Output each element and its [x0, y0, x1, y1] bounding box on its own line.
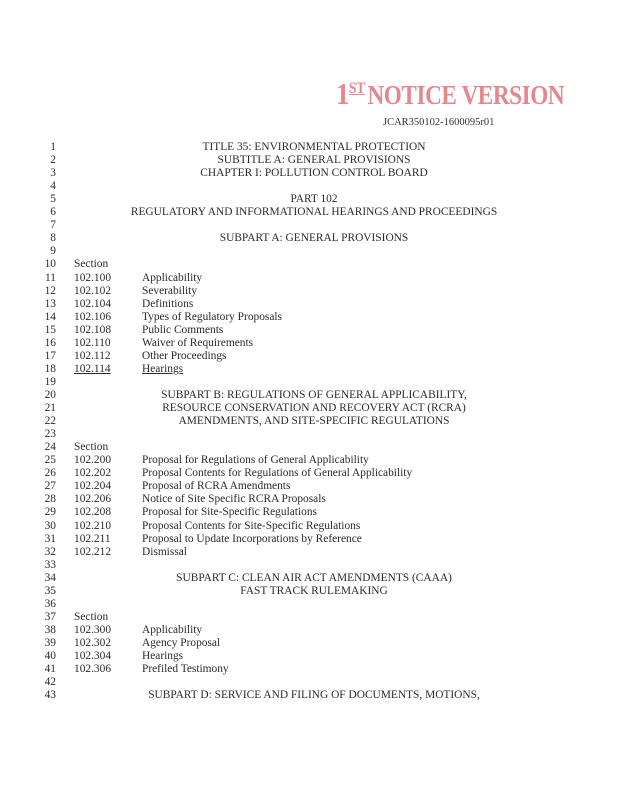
document-line	[0, 663, 644, 676]
line-number: 14	[44, 310, 56, 323]
stamp-text: NOTICE VERSION	[367, 80, 565, 110]
section-title: Other Proceedings	[142, 349, 227, 362]
section-number: 102.108	[74, 323, 112, 336]
document-line	[0, 245, 644, 258]
heading-text: SUBPART B: REGULATIONS OF GENERAL APPLICABILITY,	[161, 389, 467, 401]
heading-text: REGULATORY AND INFORMATIONAL HEARINGS AND PROCEEDINGS	[130, 206, 498, 219]
section-number: 102.202	[74, 467, 112, 480]
document-line	[0, 572, 644, 585]
document-line	[0, 467, 644, 480]
heading-text: AMENDMENTS, AND SITE-SPECIFIC REGULATIONS	[178, 415, 450, 428]
document-id: JCAR350102-1600095r01	[383, 117, 495, 128]
line-number: 40	[44, 650, 56, 662]
line-number: 12	[44, 284, 56, 297]
section-title: Proposal for Regulations of General Applicability	[142, 454, 369, 467]
heading-text: SUBPART A: GENERAL PROVISIONS	[219, 232, 409, 245]
section-number: 102.112	[74, 349, 111, 362]
line-number: 5	[50, 193, 56, 206]
document-line	[0, 154, 644, 167]
line-number: 39	[44, 636, 56, 649]
document-line	[0, 520, 644, 533]
document-line	[0, 272, 644, 285]
line-number: 32	[44, 545, 56, 558]
document-line	[0, 637, 644, 650]
section-number: 102.200	[74, 454, 112, 467]
line-number: 9	[50, 245, 56, 258]
line-number: 37	[44, 610, 56, 623]
stamp-ordinal: ST	[348, 80, 365, 97]
document-line	[0, 480, 644, 493]
section-title: Hearings	[142, 362, 184, 375]
section-label: Section	[74, 610, 109, 623]
stamp-number: 1	[336, 76, 349, 111]
document-line	[0, 324, 644, 337]
section-title: Types of Regulatory Proposals	[142, 310, 282, 323]
line-number: 7	[50, 219, 56, 232]
section-title: Proposal of RCRA Amendments	[142, 480, 291, 493]
section-title: Applicability	[142, 271, 203, 284]
section-title: Waiver of Requirements	[142, 336, 254, 349]
line-number: 27	[44, 480, 56, 493]
section-number: 102.208	[74, 506, 112, 519]
section-title: Prefiled Testimony	[142, 663, 229, 675]
section-number: 102.304	[74, 650, 112, 662]
section-title: Agency Proposal	[142, 636, 221, 649]
heading-text: PART 102	[290, 193, 338, 206]
heading-text: RESOURCE CONSERVATION AND RECOVERY ACT (RCRA)	[162, 402, 466, 414]
line-number: 23	[44, 428, 56, 441]
document-line	[0, 585, 644, 598]
document-line	[0, 285, 644, 298]
document-line	[0, 624, 644, 637]
line-number: 31	[44, 532, 56, 545]
document-line	[0, 193, 644, 206]
document-line	[0, 219, 644, 232]
line-number: 35	[44, 584, 56, 597]
document-line	[0, 402, 644, 415]
document-line	[0, 441, 644, 454]
line-number: 42	[44, 676, 56, 689]
document-line	[0, 493, 644, 506]
line-number: 3	[50, 167, 56, 180]
section-number: 102.302	[74, 636, 112, 649]
section-number: 102.104	[74, 297, 112, 310]
document-line	[0, 167, 644, 180]
section-number: 102.210	[74, 519, 112, 532]
section-title: Proposal Contents for Site-Specific Regulations	[142, 519, 361, 532]
line-number: 11	[45, 271, 56, 284]
document-line	[0, 141, 644, 154]
heading-text: SUBTITLE A: GENERAL PROVISIONS	[217, 154, 411, 167]
document-line	[0, 689, 644, 702]
line-number: 36	[44, 597, 56, 610]
line-number: 10	[44, 258, 56, 271]
document-line	[0, 415, 644, 428]
heading-text: SUBPART D: SERVICE AND FILING OF DOCUMENTS, MOTIONS,	[148, 689, 480, 702]
section-number: 102.212	[74, 545, 112, 558]
section-title: Dismissal	[142, 545, 187, 558]
line-number: 1	[50, 141, 56, 153]
line-number: 28	[44, 493, 56, 506]
section-number: 102.110	[74, 336, 111, 349]
document-line	[0, 454, 644, 467]
line-number: 17	[44, 349, 56, 362]
line-number: 30	[44, 519, 56, 532]
line-number: 13	[44, 297, 56, 310]
document-line	[0, 533, 644, 546]
document-line	[0, 258, 644, 271]
document-line	[0, 598, 644, 611]
line-number: 26	[44, 467, 56, 480]
section-title: Applicability	[142, 623, 203, 636]
line-number: 24	[44, 441, 56, 454]
section-title: Hearings	[142, 650, 184, 662]
heading-text: FAST TRACK RULEMAKING	[240, 584, 388, 597]
document-line	[0, 337, 644, 350]
line-number: 8	[50, 232, 56, 245]
line-number: 41	[44, 663, 56, 675]
line-number: 38	[44, 623, 56, 636]
section-title: Severability	[142, 284, 198, 297]
line-number: 18	[44, 362, 56, 375]
document-line	[0, 428, 644, 441]
line-number: 21	[44, 402, 56, 414]
line-number: 34	[44, 571, 56, 584]
document-line	[0, 298, 644, 311]
line-number: 20	[44, 389, 56, 401]
section-number: 102.204	[74, 480, 112, 493]
section-number: 102.100	[74, 271, 112, 284]
line-number: 4	[50, 180, 56, 193]
line-number: 22	[44, 415, 56, 428]
document-line	[0, 206, 644, 219]
heading-text: TITLE 35: ENVIRONMENTAL PROTECTION	[202, 141, 426, 153]
section-number: 102.206	[74, 493, 112, 506]
document-line	[0, 389, 644, 402]
section-title: Public Comments	[142, 323, 224, 336]
document-line	[0, 611, 644, 624]
document-line	[0, 232, 644, 245]
line-number: 29	[44, 506, 56, 519]
section-number: 102.306	[74, 663, 112, 675]
heading-text: SUBPART C: CLEAN AIR ACT AMENDMENTS (CAAA)	[176, 571, 452, 584]
line-number: 33	[44, 558, 56, 571]
section-number: 102.102	[74, 284, 112, 297]
document-line	[0, 676, 644, 689]
heading-text: CHAPTER I: POLLUTION CONTROL BOARD	[200, 167, 428, 180]
section-number: 102.300	[74, 623, 112, 636]
section-label: Section	[74, 441, 109, 454]
document-line	[0, 363, 644, 376]
section-title: Definitions	[142, 297, 194, 310]
section-number: 102.114	[74, 362, 111, 375]
section-title: Proposal Contents for Regulations of General Applicability	[142, 467, 413, 480]
section-title: Proposal to Update Incorporations by Reference	[142, 532, 362, 545]
line-number: 15	[44, 323, 56, 336]
section-label: Section	[74, 258, 109, 271]
section-number: 102.106	[74, 310, 112, 323]
line-number: 16	[44, 336, 56, 349]
section-title: Notice of Site Specific RCRA Proposals	[142, 493, 326, 506]
document-line	[0, 311, 644, 324]
line-number: 43	[44, 689, 56, 702]
document-line	[0, 350, 644, 363]
notice-version-stamp	[336, 76, 564, 112]
document-line	[0, 546, 644, 559]
document-line	[0, 650, 644, 663]
section-number: 102.211	[74, 532, 111, 545]
document-line	[0, 506, 644, 519]
line-number: 25	[44, 454, 56, 467]
document-line	[0, 376, 644, 389]
line-number: 2	[50, 154, 56, 167]
document-line	[0, 180, 644, 193]
document-line	[0, 559, 644, 572]
section-title: Proposal for Site-Specific Regulations	[142, 506, 317, 519]
line-number: 6	[50, 206, 56, 219]
line-number: 19	[44, 375, 56, 388]
